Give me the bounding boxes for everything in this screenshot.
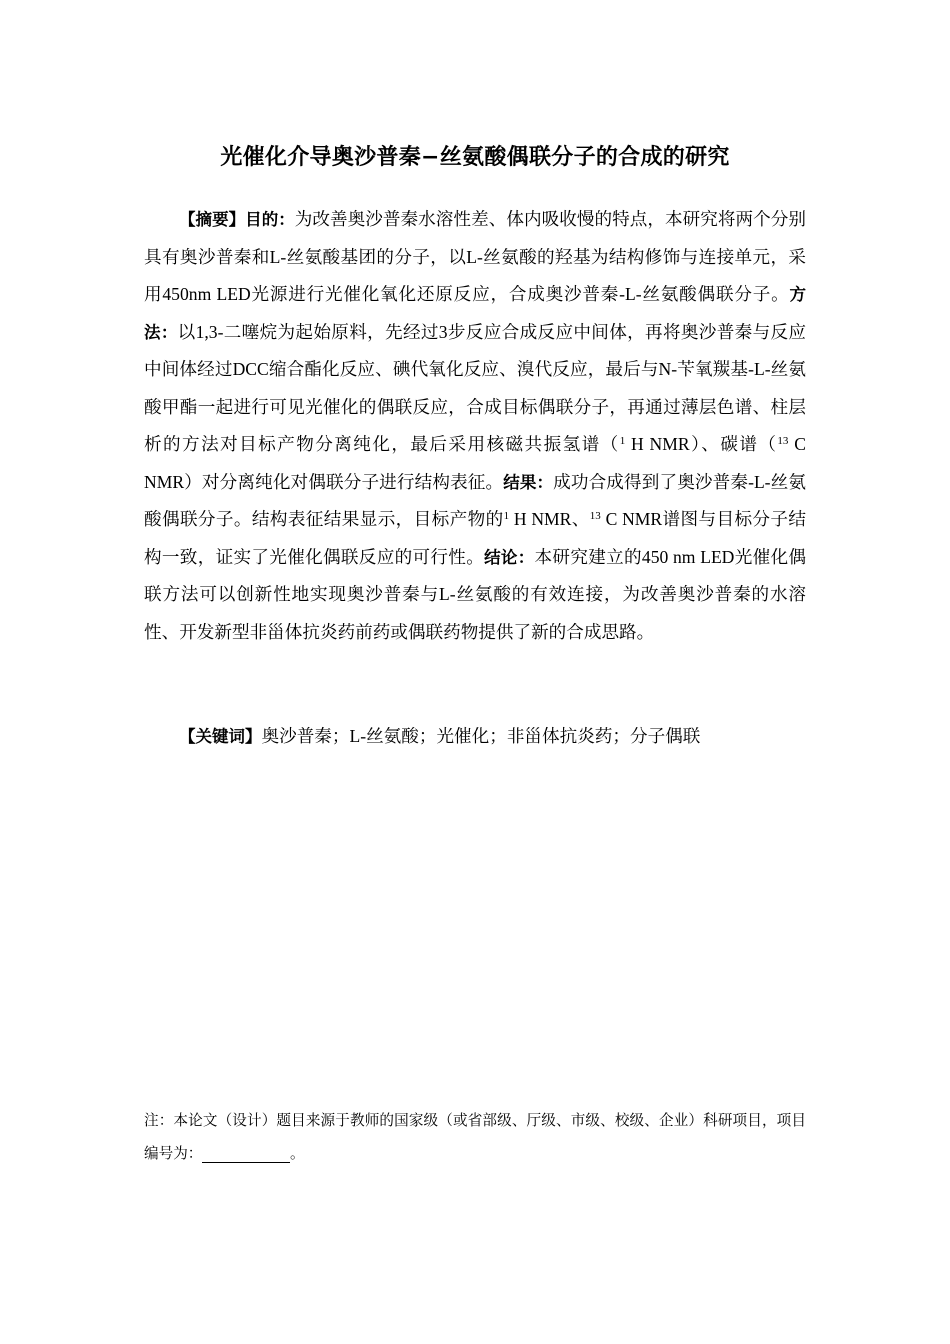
page-title: 光催化介导奥沙普秦−丝氨酸偶联分子的合成的研究 bbox=[220, 144, 730, 170]
h-nmr-superscript: 1 bbox=[619, 435, 626, 447]
result-text-2: H NMR、 bbox=[509, 509, 590, 529]
project-number-blank bbox=[202, 1146, 290, 1163]
result-h-superscript: 1 bbox=[503, 510, 510, 522]
footnote-end: 。 bbox=[289, 1146, 305, 1162]
keywords-label: 【关键词】 bbox=[179, 727, 262, 746]
c-nmr-superscript: 13 bbox=[777, 435, 789, 447]
abstract-paragraph bbox=[144, 201, 806, 651]
result-text-3: C NMR谱图与目标分子结构一致，证实了光催化偶联反应的可行性。 bbox=[144, 509, 806, 567]
method-text-2: H NMR）、碳谱（ bbox=[625, 434, 778, 454]
aim-text: 为改善奥沙普秦水溶性差、体内吸收慢的特点，本研究将两个分别具有奥沙普秦和L-丝氨酸基团的分子，以L-丝氨酸的羟基为结构修饰与连接单元，采用450nm LED光源进行光催化氧化还原反应，合成奥沙普秦-L-丝氨酸偶联分子。 bbox=[144, 209, 807, 304]
footnote bbox=[144, 1105, 806, 1171]
conclusion-text: 本研究建立的450 nm LED光催化偶联方法可以创新性地实现奥沙普秦与L-丝氨酸的有效连接，为改善奥沙普秦的水溶性、开发新型非甾体抗炎药前药或偶联药物提供了新的合成思路。 bbox=[144, 546, 806, 642]
method-text-3: C NMR）对分离纯化对偶联分子进行结构表征。 bbox=[144, 434, 806, 492]
result-label: 结果： bbox=[503, 472, 554, 492]
result-text-1: 成功合成得到了奥沙普秦-L-丝氨酸偶联分子。结构表征结果显示，目标产物的 bbox=[144, 471, 806, 529]
keywords-text: 奥沙普秦；L-丝氨酸；光催化；非甾体抗炎药；分子偶联 bbox=[261, 726, 701, 746]
footnote-text: 注：本论文（设计）题目来源于教师的国家级（或省部级、厅级、市级、校级、企业）科研项目，项目编号为： bbox=[144, 1113, 806, 1162]
method-label: 方法： bbox=[144, 285, 806, 342]
keywords-paragraph bbox=[144, 718, 806, 756]
conclusion-label: 结论： bbox=[484, 547, 535, 567]
abstract-label: 【摘要】 bbox=[179, 210, 246, 229]
aim-label: 目的： bbox=[245, 210, 295, 229]
result-c-superscript: 13 bbox=[589, 510, 601, 522]
method-text-1: 以1,3-二噻烷为起始原料，先经过3步反应合成反应中间体，再将奥沙普秦与反应中间体经过DCC缩合酯化反应、碘代氧化反应、溴代反应，最后与N-苄氧羰基-L-丝氨酸甲酯一起进行可见光催化的偶联反应，合成目标偶联分子，再通过薄层色谱、柱层析的方法对目标产物分离纯化，最后采用核磁共振氢谱（ bbox=[144, 321, 806, 454]
